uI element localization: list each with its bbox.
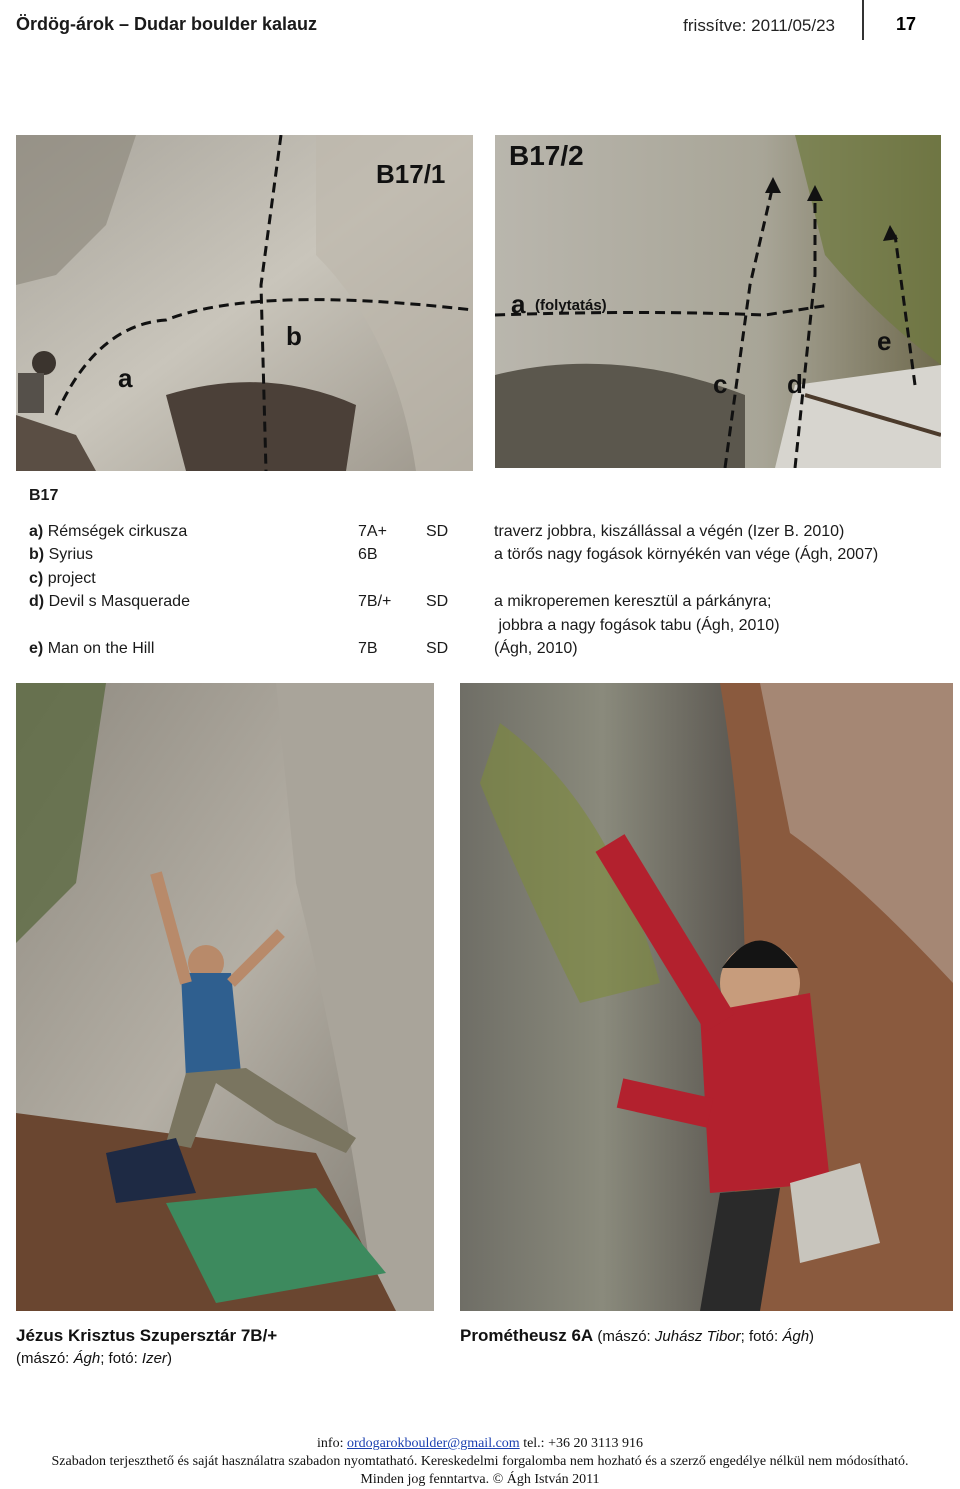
route-row [29,567,96,591]
route-description: jobbra a nagy fogások tabu (Ágh, 2010) [494,616,780,634]
route-row [29,590,772,614]
topo-line-label-c: c [713,369,728,399]
climbing-photo-prometheusz [460,683,953,1311]
caption-right-title: Prométheusz 6A [460,1326,594,1345]
footer-license: Szabadon terjeszthető és saját használatra szabadon nyomtatható. Kereskedelmi forgalomba nem hozható és a szerző engedélye nélkül nem módosítható. [51,1454,909,1469]
route-start: SD [426,640,449,657]
route-row [29,543,879,567]
caption-left-title: Jézus Krisztus Szupersztár 7B/+ [16,1326,278,1345]
caption-left-credits: (mászó: Ágh; fotó: Izer) [16,1350,172,1367]
route-name: e) Man on the Hill [29,640,155,657]
topo-continuation-note: (folytatás) [535,297,607,314]
route-description: a mikroperemen keresztül a párkányra; [494,593,772,610]
route-start: SD [426,522,449,540]
caption-left [16,1326,277,1367]
page-number: 17 [896,14,917,34]
route-name: d) Devil s Masquerade [29,593,190,610]
route-table [29,484,879,661]
route-description: a törős nagy fogások környékén van vége (Ágh, 2007) [494,546,879,563]
route-grade: 7B/+ [358,593,392,610]
caption-right-credits: (mászó: Juhász Tibor; fotó: Ágh) [593,1328,815,1345]
route-description: (Ágh, 2010) [494,640,578,657]
route-grade: 7A+ [358,522,387,540]
route-name: b) Syrius [29,546,94,563]
route-grade: 7B [358,640,378,657]
header-divider [862,0,864,40]
caption-right [460,1326,814,1346]
route-grade: 6B [358,546,378,563]
footer-contact: info: ordogarokboulder@gmail.com tel.: +36 20 3113 916 [317,1436,643,1451]
topo-photo-b17-1 [16,135,473,471]
topo-line-label-a: a [118,363,133,393]
sector-name: B17 [29,487,59,504]
route-start: SD [426,593,449,610]
topo-line-label-d: d [787,369,803,399]
email-link[interactable]: ordogarokboulder@gmail.com [347,1436,520,1451]
route-name: a) Rémségek cirkusza [29,522,188,540]
topo-photo-b17-2 [495,135,941,468]
topo-line-label-a-continued: a [511,289,526,319]
route-row-continuation [29,614,780,638]
update-date: frissítve: 2011/05/23 [683,16,835,35]
route-name: c) project [29,569,96,587]
route-row [29,520,845,544]
topo-label-b17-2: B17/2 [509,140,584,171]
footer-copyright: Minden jog fenntartva. © Ágh István 2011 [360,1472,600,1487]
topo-label-b17-1: B17/1 [376,159,446,189]
topo-line-label-e: e [877,326,892,356]
route-description: traverz jobbra, kiszállással a végén (Izer B. 2010) [494,522,845,540]
guide-title: Ördög-árok – Dudar boulder kalauz [16,14,318,34]
route-row [29,637,578,661]
climbing-photo-jezus-krisztus [16,683,434,1311]
topo-line-label-b: b [286,321,302,351]
